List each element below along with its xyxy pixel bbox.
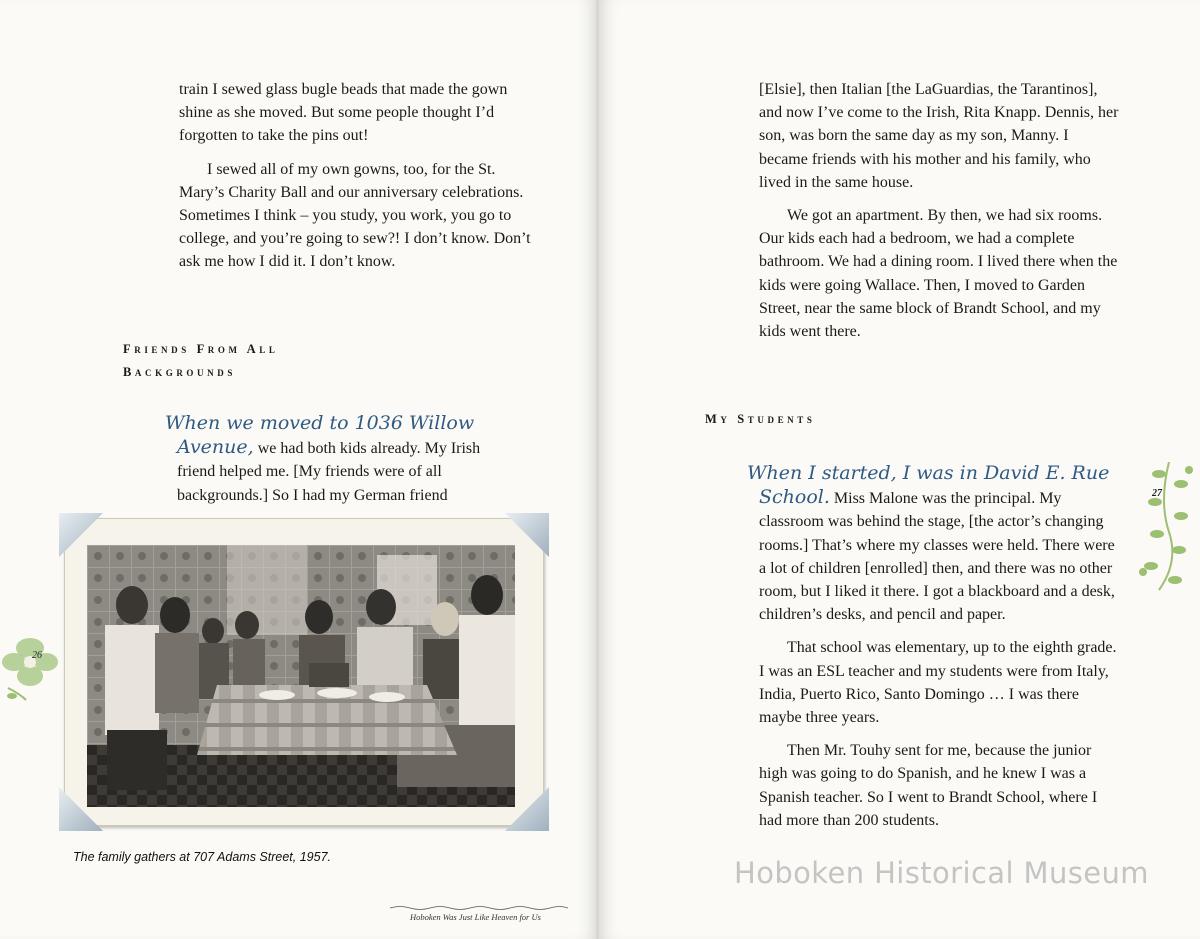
students-paragraph-3: Then Mr. Touhy sent for me, because the junior high was going to do Spanish, and he knew I was a Spanish teacher. So I went to Brandt School, where I had more than 200 students.: [759, 742, 1098, 829]
family-photo: [64, 518, 544, 826]
right-page: [599, 0, 1200, 939]
family-photo-image: [87, 545, 515, 807]
students-paragraph-1: [747, 462, 1119, 626]
left-page-number: 26: [32, 650, 42, 661]
students-text: [747, 462, 1119, 842]
students-body: Miss Malone was the principal. My classroom was behind the stage, [the actor’s changing rooms.] That’s where my classes were held. There were a lot of children [enrolled] then, and there was no other room, but I liked it there. I got a blackboard and a desk, children’s desks, and pencil and paper.: [759, 490, 1115, 624]
left-paragraph-2: I sewed all of my own gowns, too, for the St. Mary’s Charity Ball and our anniversary celebrations. Sometimes I think – you study, you work, you go to college, and you’re going to sew?! I don’t know. Don’t ask me how I did it. I don’t know.: [179, 160, 531, 271]
lead-in-rue-school: When I started, I was in David E. Rue School.: [747, 462, 1110, 509]
running-footer: Hoboken Was Just Like Heaven for Us: [410, 912, 541, 922]
right-body-text: [759, 78, 1119, 353]
section-heading-friends: [123, 338, 423, 384]
photo-caption: The family gathers at 707 Adams Street, 1957.: [73, 850, 332, 864]
willow-avenue-paragraph: [165, 412, 517, 507]
right-paragraph-1: [Elsie], then Italian [the LaGuardias, the Tarantinos], and now I’ve come to the Irish, Rita Knapp. Dennis, her son, was born the same day as my son, Manny. I became friends with his mother and his family, who lived in the same house.: [759, 81, 1119, 191]
footer-rule: [390, 905, 568, 911]
vine-ornament-right: [1129, 462, 1199, 592]
family-photo-illustration: [87, 545, 515, 807]
flower-ornament-left: [0, 628, 60, 702]
willow-body: we had both kids already. My Irish friend helped me. [My friends were of all backgrounds.] So I had my German friend: [177, 440, 481, 504]
section-heading-students: My Students: [705, 412, 816, 426]
left-page: [0, 0, 597, 939]
heading-line-1: Friends From All: [123, 342, 279, 356]
right-page-number: 27: [1152, 488, 1162, 499]
students-paragraph-2: That school was elementary, up to the eighth grade. I was an ESL teacher and my students were from Italy, India, Puerto Rico, Santo Domingo … I was there maybe three years.: [759, 639, 1117, 727]
left-body-text: [179, 78, 543, 284]
heading-line-2: Backgrounds: [123, 365, 236, 379]
lead-in-willow: When we moved to 1036 Willow Avenue,: [165, 412, 475, 459]
right-paragraph-2: We got an apartment. By then, we had six rooms. Our kids each had a bedroom, we had a complete bathroom. We had a dining room. I lived there when the kids were going Wallace. Then, I moved to Garden Street, near the same block of Brandt School, and my kids went there.: [759, 207, 1118, 341]
watermark: Hoboken Historical Museum: [734, 856, 1149, 890]
left-paragraph-1: train I sewed glass bugle beads that made the gown shine as she moved. But some people thought I’d forgotten to take the pins out!: [179, 81, 508, 145]
